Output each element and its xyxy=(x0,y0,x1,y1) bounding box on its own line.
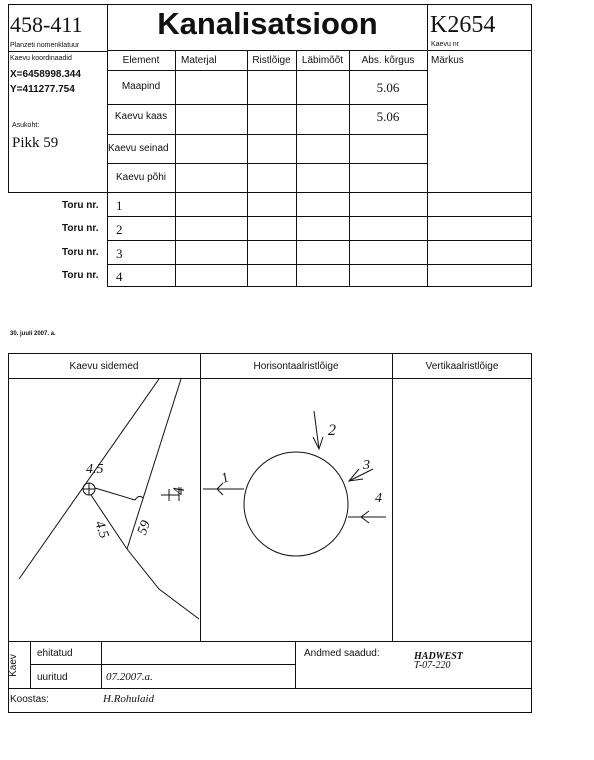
author-label: Koostas: xyxy=(10,694,49,705)
pipe-label-3: Toru nr. xyxy=(62,247,99,258)
horizontal-section-sketch xyxy=(201,379,391,639)
building-wall-line-2 xyxy=(19,379,159,579)
house-number-4: 4 xyxy=(171,487,188,495)
building-corner-line xyxy=(127,549,199,619)
author-value: H.Rohulaid xyxy=(103,693,155,705)
row-element-bottom: Kaevu põhi xyxy=(115,172,167,183)
tie-line-1 xyxy=(95,488,135,500)
coord-x: X=6458998.344 xyxy=(10,69,81,80)
well-ties-sketch xyxy=(9,379,199,639)
built-label: ehitatud xyxy=(37,648,73,659)
map-code-label: Planzeti nomenklatuur xyxy=(10,42,80,49)
col-element: Element xyxy=(122,55,160,66)
data-source-value: HADWEST xyxy=(414,651,463,662)
pipe-number-1: 1 xyxy=(116,198,123,213)
surveyed-value: 07.2007.a. xyxy=(106,671,153,683)
row-abs-cover: 5.06 xyxy=(376,109,400,124)
row-element-ground: Maapind xyxy=(121,81,161,92)
house-number-59: 59 xyxy=(135,518,154,537)
pipe-number-4: 4 xyxy=(116,269,123,284)
pipe-4-label: 4 xyxy=(375,491,382,506)
location-label: Asukoht: xyxy=(12,122,40,129)
data-source-label: Andmed saadud: xyxy=(304,648,380,659)
data-source-code: T-07-220 xyxy=(414,660,451,671)
pipe-number-2: 2 xyxy=(116,222,123,237)
pipe-label-4: Toru nr. xyxy=(62,270,99,281)
kaev-label: Kaev xyxy=(7,654,19,677)
row-element-cover: Kaevu kaas xyxy=(114,111,168,122)
row-abs-ground: 5.06 xyxy=(376,80,400,95)
map-code: 458-411 xyxy=(10,12,83,37)
surveyed-label: uuritud xyxy=(37,672,68,683)
well-id: K2654 xyxy=(430,12,496,38)
col-abs-height: Abs. kõrgus xyxy=(361,55,415,66)
coord-y: Y=411277.754 xyxy=(10,84,75,95)
coords-label: Kaevu koordinaadid xyxy=(10,55,72,62)
pipe-2-label: 2 xyxy=(328,422,336,439)
col-notes: Märkus xyxy=(431,55,464,66)
pipe-number-3: 3 xyxy=(116,246,123,261)
pipe-1-label: 1 xyxy=(219,470,232,487)
row-element-walls: Kaevu seinad xyxy=(108,143,169,154)
col-cross-section: Ristlõige xyxy=(252,55,291,66)
document-title: Kanalisatsioon xyxy=(157,6,378,41)
pipe-label-1: Toru nr. xyxy=(62,200,99,211)
panel-title-ties: Kaevu sidemed xyxy=(69,361,139,372)
pipe-label-2: Toru nr. xyxy=(62,223,99,234)
pipe-3-label: 3 xyxy=(363,458,370,473)
col-diameter: Läbimõõt xyxy=(301,55,344,66)
tie-distance-1: 4.5 xyxy=(86,462,104,477)
panel-title-horizontal: Horisontaalristlõige xyxy=(253,361,339,372)
panel-title-vertical: Vertikaalristlõige xyxy=(425,361,499,372)
date-note: 30. juuli 2007. a. xyxy=(10,331,56,337)
tie-distance-2: 4.5 xyxy=(91,519,112,541)
well-cross-section-circle xyxy=(244,452,348,556)
location-value: Pikk 59 xyxy=(12,135,59,151)
well-id-label: Kaevu nr xyxy=(431,41,460,48)
col-material: Materjal xyxy=(181,55,217,66)
